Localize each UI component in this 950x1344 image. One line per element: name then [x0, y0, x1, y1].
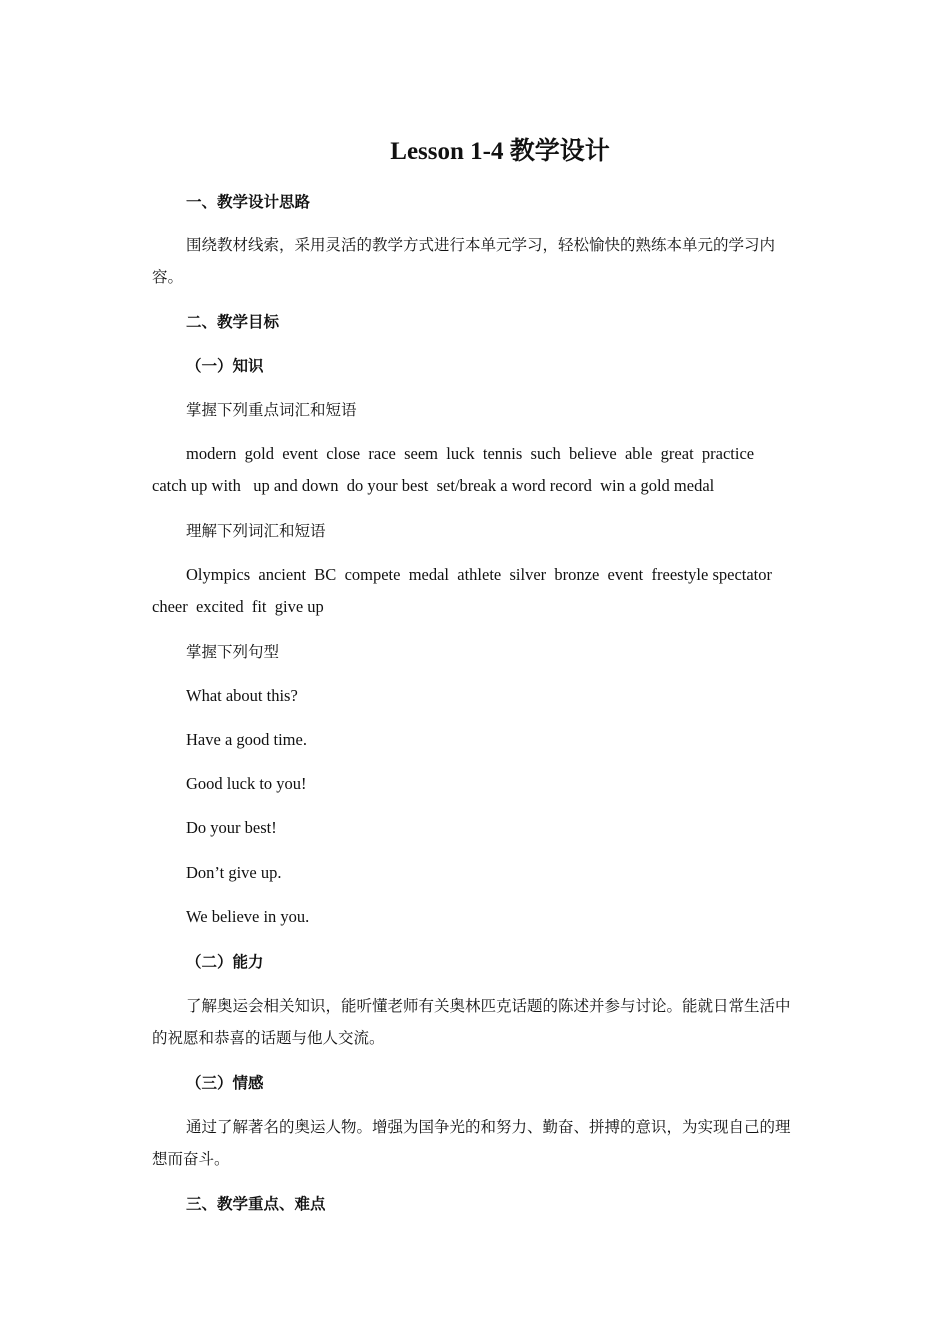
ability-paragraph: 了解奥运会相关知识，能听懂老师有关奥林匹克话题的陈述并参与讨论。能就日常生活中的祝愿和恭喜的话题与他人交流。 — [152, 997, 791, 1047]
vocab-key-line-1: modern gold event close race seem luck tennis such believe able great practice — [186, 444, 755, 463]
vocab-key-list — [152, 438, 792, 502]
vocab-understand-list — [152, 559, 792, 623]
document-title: Lesson 1-4 教学设计 — [390, 138, 610, 165]
vocab-key-label: 掌握下列重点词汇和短语 — [186, 401, 357, 419]
subheading-ability: （二）能力 — [186, 952, 264, 971]
vocab-understand-label: 理解下列词汇和短语 — [186, 522, 326, 540]
subheading-emotion: （三）情感 — [186, 1073, 264, 1092]
sentence-pattern: What about this? — [186, 686, 298, 705]
vocab-understand-line-2: cheer excited fit give up — [152, 597, 324, 616]
section-heading-design-idea: 一、教学设计思路 — [186, 192, 311, 211]
sentence-patterns-label: 掌握下列句型 — [186, 643, 280, 661]
sentence-pattern: Don’t give up. — [186, 863, 282, 882]
vocab-understand-line-1: Olympics ancient BC compete medal athlete silver bronze event freestyle spectator — [186, 565, 772, 584]
sentence-pattern: Do your best! — [186, 818, 277, 837]
subheading-knowledge: （一）知识 — [186, 356, 264, 375]
sentence-pattern: Have a good time. — [186, 730, 307, 749]
sentence-pattern: Good luck to you! — [186, 774, 307, 793]
section-heading-key-points: 三、教学重点、难点 — [186, 1194, 326, 1213]
sentence-pattern: We believe in you. — [186, 907, 310, 926]
section-heading-objectives: 二、教学目标 — [186, 312, 280, 331]
design-idea-paragraph: 围绕教材线索，采用灵活的教学方式进行本单元学习，轻松愉快的熟练本单元的学习内容。 — [152, 236, 776, 286]
emotion-paragraph: 通过了解著名的奥运人物。增强为国争光的和努力、勤奋、拼搏的意识，为实现自己的理想而奋斗。 — [152, 1118, 791, 1168]
vocab-key-line-2: catch up with up and down do your best set/break a word record win a gold medal — [152, 476, 715, 495]
